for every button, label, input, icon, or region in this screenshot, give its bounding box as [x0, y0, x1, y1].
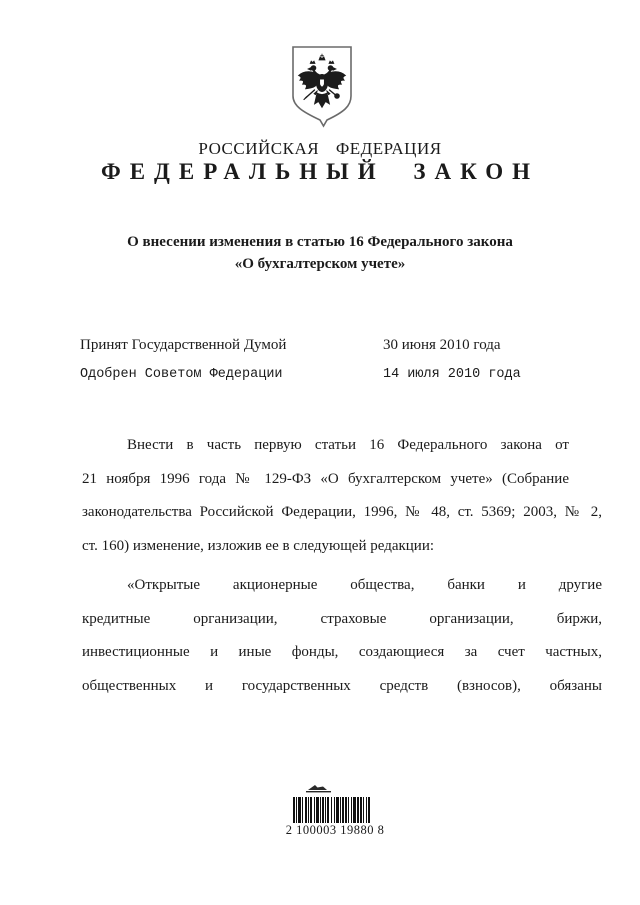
- body-line: законодательства Российской Федерации, 1996, № 48, ст. 5369; 2003, № 2,: [82, 504, 602, 520]
- paragraph-1: [82, 429, 602, 563]
- adoption-block: [80, 331, 540, 389]
- document-type-heading: ФЕДЕРАЛЬНЫЙ ЗАКОН: [100, 159, 540, 184]
- body-line: 21 ноября 1996 года № 129-ФЗ «О бухгалтерском учете» (Собрание: [82, 470, 569, 487]
- law-title-line2: «О бухгалтерском учете»: [234, 256, 406, 272]
- paragraph-2: [82, 569, 602, 703]
- russia-coat-of-arms-icon: [287, 44, 357, 130]
- barcode-number: 2 100003 19880 8: [285, 823, 385, 837]
- adopted-by-duma-label: Принят Государственной Думой: [80, 337, 287, 353]
- body-line: Внести в часть первую статьи 16 Федерального закона от: [127, 437, 569, 453]
- country-heading: РОССИЙСКАЯ ФЕДЕРАЦИЯ: [198, 139, 442, 158]
- body-line: инвестиционные и иные фонды, создающиеся за счет частных,: [82, 644, 602, 660]
- barcode: [293, 797, 372, 823]
- print-registration-mark-icon: [304, 782, 334, 796]
- approved-by-federation-date: 14 июля 2010 года: [383, 367, 521, 382]
- body-line: ст. 160) изменение, изложив ее в следующей редакции:: [82, 537, 435, 554]
- law-body-text: [82, 429, 602, 703]
- adopted-by-duma-date: 30 июня 2010 года: [383, 337, 501, 353]
- body-line: кредитные организации, страховые организации, биржи,: [82, 610, 602, 627]
- body-line: общественных и государственных средств (взносов), обязаны: [82, 677, 602, 694]
- body-line: «Открытые акционерные общества, банки и другие: [127, 577, 602, 593]
- law-title-line1: О внесении изменения в статью 16 Федерального закона: [127, 234, 513, 250]
- adopted-by-duma-row: [80, 331, 540, 360]
- approved-by-federation-row: [80, 360, 540, 389]
- law-title: [60, 231, 580, 275]
- approved-by-federation-label: Одобрен Советом Федерации: [80, 367, 283, 382]
